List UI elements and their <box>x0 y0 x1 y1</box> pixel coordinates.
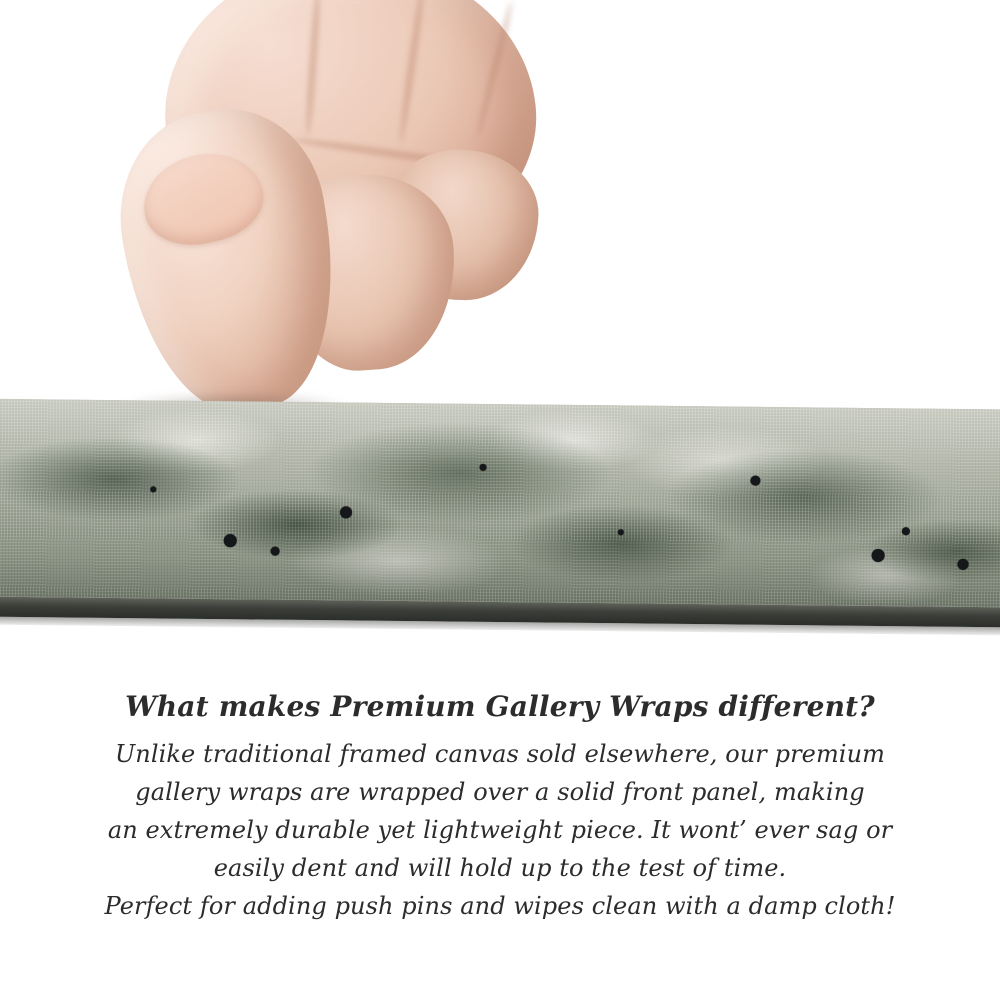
canvas-speck <box>957 559 968 570</box>
caption-line: Unlike traditional framed canvas sold elsewhere, our premium <box>114 740 885 768</box>
canvas-speck <box>618 529 624 535</box>
canvas-lighting-sheen <box>0 399 1000 608</box>
canvas-speck <box>340 506 352 518</box>
canvas-speck <box>902 527 910 535</box>
canvas-speck <box>750 476 760 486</box>
caption-line: gallery wraps are wrapped over a solid front panel, making <box>135 778 865 806</box>
caption-title: What makes Premium Gallery Wraps different? <box>125 690 875 723</box>
knuckle-crease-icon <box>475 1 515 138</box>
hand-illustration <box>105 0 535 430</box>
knuckle-crease-icon <box>397 0 426 143</box>
canvas-speck <box>479 464 486 471</box>
caption-line: easily dent and will hold up to the test of time. <box>213 854 787 882</box>
canvas-speck <box>150 486 156 492</box>
canvas-wrap-edge <box>0 399 1000 636</box>
caption-block <box>0 690 1000 925</box>
caption-line: an extremely durable yet lightweight piece. It wont’ ever sag or <box>107 816 893 844</box>
canvas-speck <box>271 547 280 556</box>
caption-line: Perfect for adding push pins and wipes clean with a damp cloth! <box>104 892 896 920</box>
canvas-speck <box>224 534 237 547</box>
knuckle-crease-icon <box>304 0 321 136</box>
canvas-speck <box>872 549 885 562</box>
